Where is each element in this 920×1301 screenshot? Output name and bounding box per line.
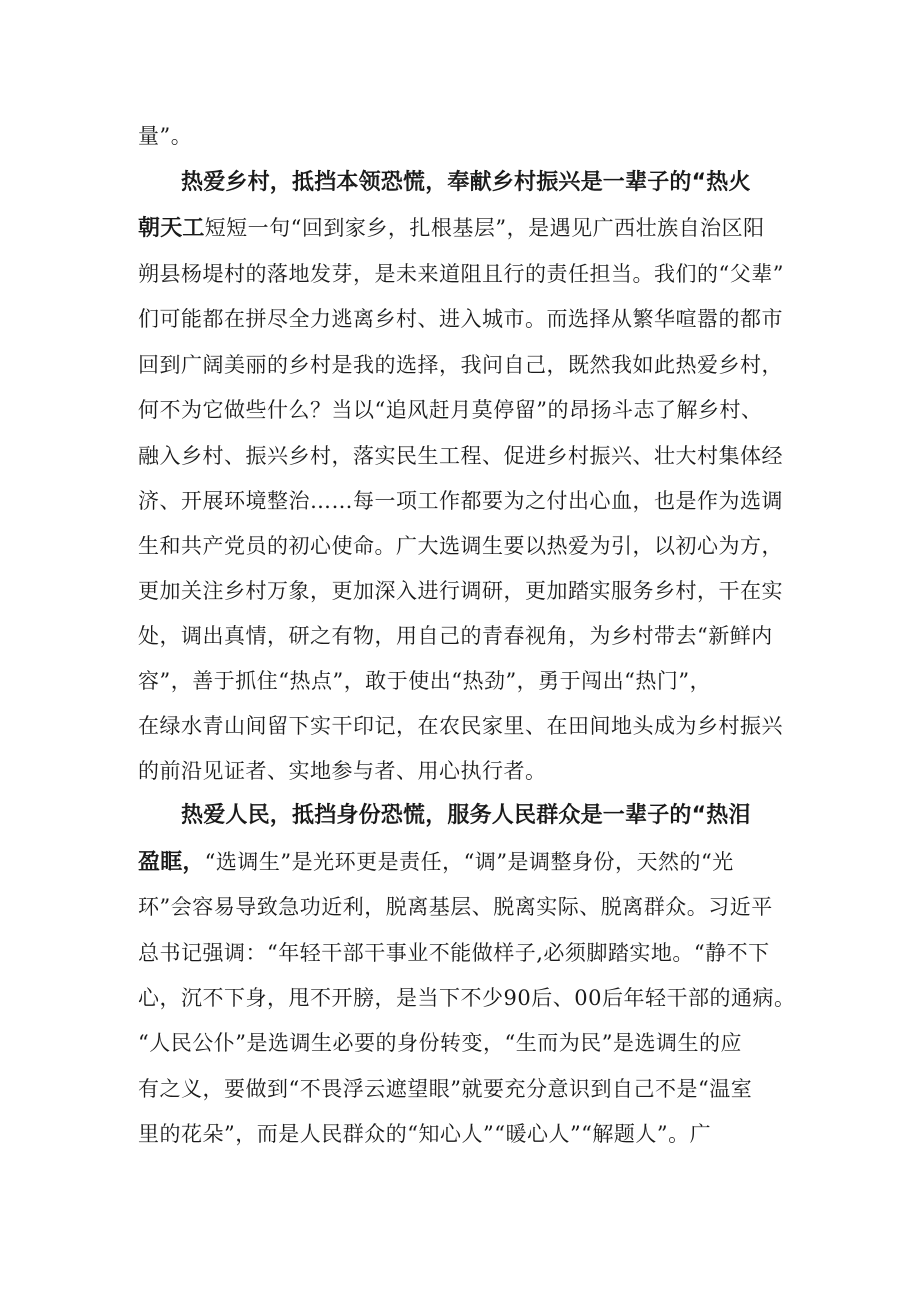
paragraph-line: 朔县杨堤村的落地发芽，是未来道阻且行的责任担当。我们的“父辈” bbox=[138, 262, 784, 286]
paragraph-line: 容”，善于抓住“热点”，敢于使出“热劲”，勇于闯出“热门”， bbox=[138, 669, 712, 693]
paragraph-line: 量”。 bbox=[138, 124, 193, 148]
section-heading: 热爱人民，抵挡身份恐慌，服务人民群众是一辈子的“热泪 bbox=[181, 803, 751, 828]
paragraph-line: 环”会容易导致急功近利，脱离基层、脱离实际、脱离群众。习近平 bbox=[138, 895, 773, 919]
section-heading: 热爱乡村，抵挡本领恐慌，奉献乡村振兴是一辈子的“热火 bbox=[181, 170, 751, 195]
paragraph-line: 们可能都在拼尽全力逃离乡村、进入城市。而选择从繁华喧嚣的都市 bbox=[138, 307, 783, 331]
paragraph-line: 处，调出真情，研之有物，用自己的青春视角，为乡村带去“新鲜内 bbox=[138, 624, 773, 648]
paragraph-line: 有之义，要做到“不畏浮云遮望眼”就要充分意识到自己不是“温室 bbox=[138, 1077, 753, 1101]
paragraph-line: 回到广阔美丽的乡村是我的选择，我问自己，既然我如此热爱乡村， bbox=[138, 353, 783, 377]
paragraph-line bbox=[138, 214, 765, 243]
paragraph-line: 在绿水青山间留下实干印记，在农民家里、在田间地头成为乡村振兴 bbox=[138, 714, 783, 738]
paragraph-line: 心，沉不下身，甩不开膀，是当下不少90后、00后年轻干部的通病。 bbox=[138, 986, 796, 1010]
paragraph-line: 里的花朵”，而是人民群众的“知心人”“暖心人”“解题人”。广 bbox=[138, 1122, 712, 1146]
paragraph-line: 何不为它做些什么？当以“追风赶月莫停留”的昂扬斗志了解乡村、 bbox=[138, 398, 763, 422]
paragraph-line: 融入乡村、振兴乡村，落实民生工程、促进乡村振兴、壮大村集体经 bbox=[138, 444, 783, 468]
paragraph-line: 的前沿见证者、实地参与者、用心执行者。 bbox=[138, 759, 547, 783]
section-heading-continued: 朝天工 bbox=[138, 216, 205, 241]
paragraph-text: 短短一句“回到家乡，扎根基层”，是遇见广西壮族自治区阳 bbox=[204, 216, 765, 240]
paragraph-line: 总书记强调：“年轻干部干事业不能做样子,必须脚踏实地。“静不下 bbox=[138, 941, 770, 965]
paragraph-line bbox=[138, 848, 734, 877]
paragraph-line: 生和共产党员的初心使命。广大选调生要以热爱为引，以初心为方， bbox=[138, 534, 783, 558]
paragraph-line: 济、开展环境整治……每一项工作都要为之付出心血，也是作为选调 bbox=[138, 489, 783, 513]
paragraph-text: “选调生”是光环更是责任，“调”是调整身份，天然的“光 bbox=[204, 850, 734, 874]
paragraph-line: “人民公仆”是选调生必要的身份转变，“生而为民”是选调生的应 bbox=[138, 1031, 742, 1055]
paragraph-line: 更加关注乡村万象，更加深入进行调研，更加踏实服务乡村，干在实 bbox=[138, 579, 783, 603]
section-heading-continued: 盈眶， bbox=[138, 850, 205, 875]
